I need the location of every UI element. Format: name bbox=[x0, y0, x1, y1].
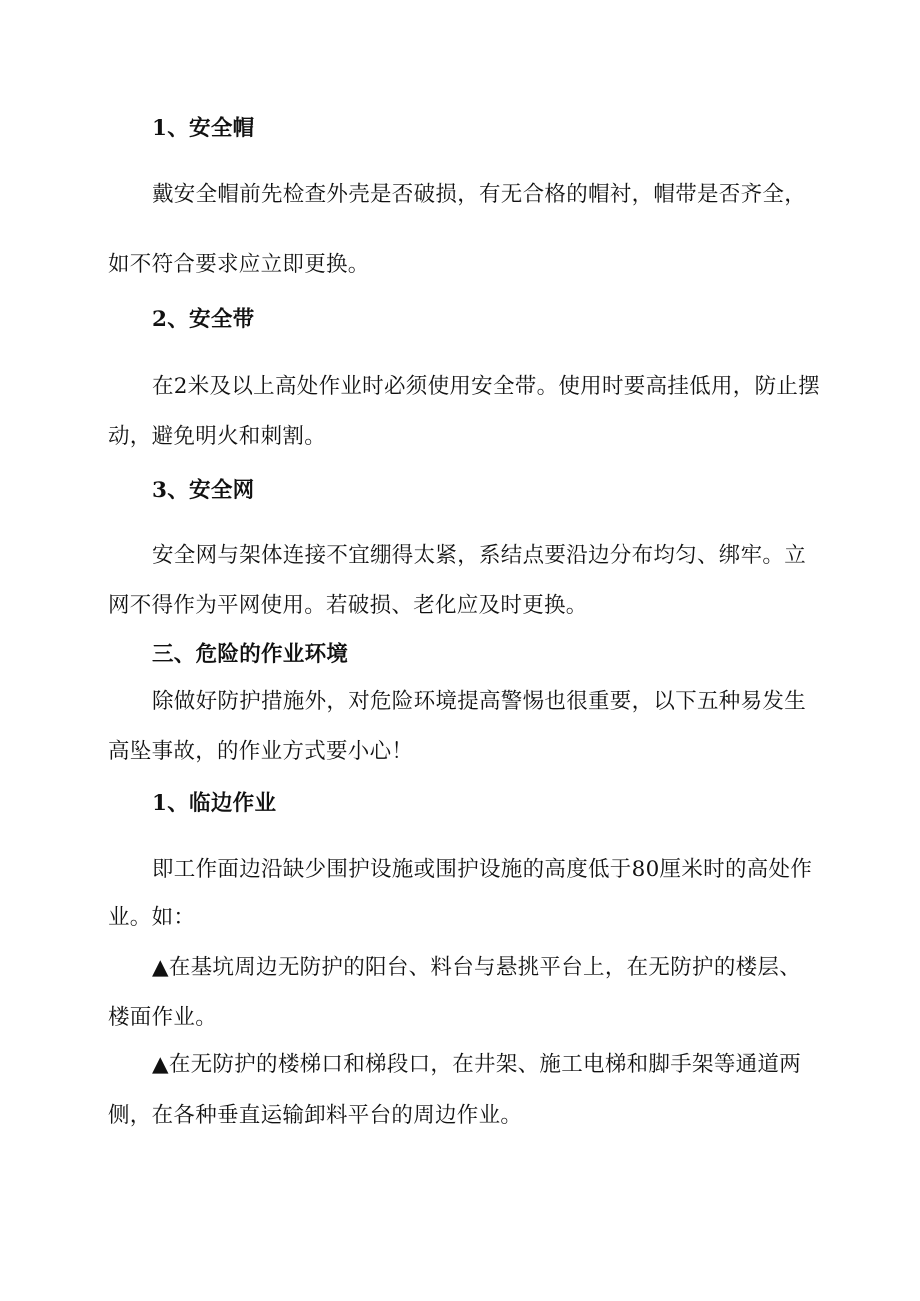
paragraph-line: 侧，在各种垂直运输卸料平台的周边作业。 bbox=[108, 1103, 523, 1128]
section-heading: 三、危险的作业环境 bbox=[152, 642, 349, 667]
paragraph-line: 如不符合要求应立即更换。 bbox=[108, 252, 370, 277]
paragraph-line: 安全网与架体连接不宜绷得太紧，系结点要沿边分布均匀、绑牢。立 bbox=[152, 543, 807, 568]
paragraph-line: ▲在无防护的楼梯口和梯段口，在井架、施工电梯和脚手架等通道两 bbox=[152, 1052, 802, 1077]
paragraph-line: 网不得作为平网使用。若破损、老化应及时更换。 bbox=[108, 593, 588, 618]
section-heading: 1、临边作业 bbox=[152, 791, 277, 816]
paragraph-line: 楼面作业。 bbox=[108, 1005, 218, 1030]
paragraph-line: 在2米及以上高处作业时必须使用安全带。使用时要高挂低用，防止摆 bbox=[152, 374, 820, 399]
paragraph-line: 动，避免明火和刺割。 bbox=[108, 424, 327, 449]
paragraph-line: ▲在基坑周边无防护的阳台、料台与悬挑平台上，在无防护的楼层、 bbox=[152, 955, 802, 980]
paragraph-line: 业。如： bbox=[108, 905, 196, 930]
section-heading: 1、安全帽 bbox=[152, 116, 255, 141]
paragraph-line: 高坠事故，的作业方式要小心！ bbox=[108, 739, 414, 764]
paragraph-line: 除做好防护措施外，对危险环境提高警惕也很重要，以下五种易发生 bbox=[152, 689, 807, 714]
section-heading: 3、安全网 bbox=[152, 478, 255, 503]
section-heading: 2、安全带 bbox=[152, 307, 255, 332]
paragraph-line: 戴安全帽前先检查外壳是否破损，有无合格的帽衬，帽带是否齐全， bbox=[152, 182, 807, 207]
paragraph-line: 即工作面边沿缺少围护设施或围护设施的高度低于80厘米时的高处作 bbox=[152, 857, 813, 882]
